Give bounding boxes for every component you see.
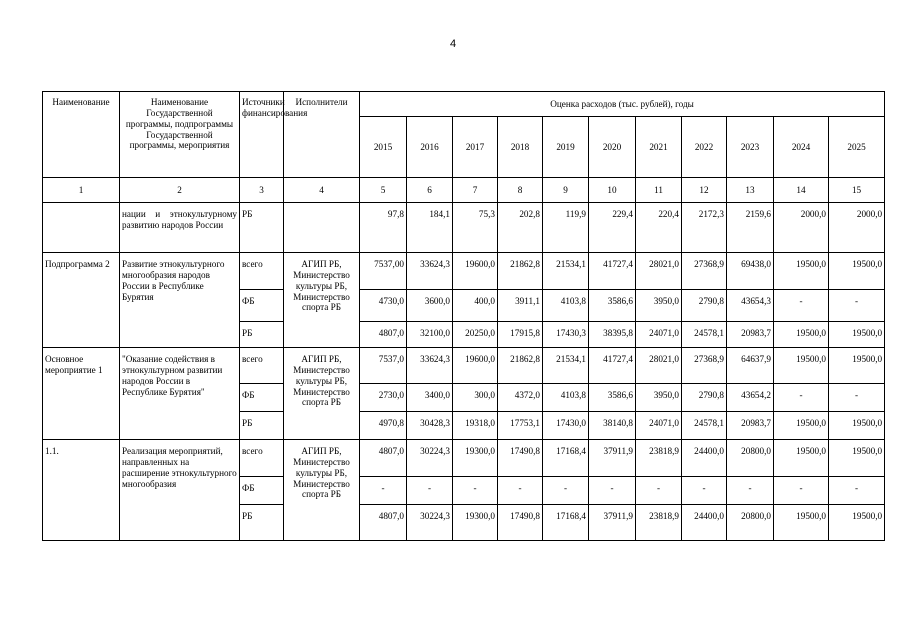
- column-number: 8: [498, 178, 543, 203]
- expense-value: 37911,9: [589, 440, 636, 477]
- expense-value: 38395,8: [589, 322, 636, 348]
- expense-value: 7537,0: [360, 348, 407, 384]
- expense-value: 119,9: [543, 203, 589, 253]
- expense-value: 400,0: [453, 290, 498, 322]
- header-executors: Исполнители: [284, 92, 360, 178]
- column-number: 5: [360, 178, 407, 203]
- row-program-title: нации и этнокультурному развитию народов России: [120, 203, 240, 253]
- expense-value: 184,1: [407, 203, 453, 253]
- expense-value: 23818,9: [636, 440, 682, 477]
- expense-value: 20983,7: [727, 412, 774, 440]
- expense-value: -: [774, 384, 829, 412]
- expense-value: 19500,0: [774, 348, 829, 384]
- expense-value: 32100,0: [407, 322, 453, 348]
- expense-value: 24071,0: [636, 412, 682, 440]
- column-number: 4: [284, 178, 360, 203]
- column-numbers-row: [43, 178, 885, 203]
- expense-value: 3911,1: [498, 290, 543, 322]
- expense-value: 4807,0: [360, 505, 407, 541]
- expense-value: 4807,0: [360, 322, 407, 348]
- header-year: 2022: [682, 117, 727, 178]
- expense-value: 30224,3: [407, 440, 453, 477]
- header-program: Наименование Государственной программы, подпрограммы Государственной программы, мероприятия: [120, 92, 240, 178]
- expense-value: 20800,0: [727, 505, 774, 541]
- column-number: 1: [43, 178, 120, 203]
- expense-value: 97,8: [360, 203, 407, 253]
- expense-value: -: [727, 477, 774, 505]
- expense-value: 24400,0: [682, 440, 727, 477]
- expense-value: 75,3: [453, 203, 498, 253]
- expense-value: 19500,0: [829, 505, 885, 541]
- column-number: 10: [589, 178, 636, 203]
- expense-value: 24400,0: [682, 505, 727, 541]
- row-name: [43, 203, 120, 253]
- expense-value: 24071,0: [636, 322, 682, 348]
- expense-value: -: [589, 477, 636, 505]
- expense-value: -: [682, 477, 727, 505]
- expense-value: -: [774, 477, 829, 505]
- expense-value: 19300,0: [453, 440, 498, 477]
- expense-value: -: [829, 477, 885, 505]
- expense-value: 21534,1: [543, 253, 589, 290]
- header-year: 2021: [636, 117, 682, 178]
- expense-value: -: [453, 477, 498, 505]
- row-program-title: "Оказание содействия в этнокультурном развитии народов России в Республике Бурятия": [120, 348, 240, 440]
- funding-source: всего: [240, 253, 284, 290]
- expense-value: 33624,3: [407, 348, 453, 384]
- header-year: 2019: [543, 117, 589, 178]
- expense-value: 20800,0: [727, 440, 774, 477]
- expense-value: 2000,0: [774, 203, 829, 253]
- row-program-title: Реализация мероприятий, направленных на расширение этнокультурного многообразия: [120, 440, 240, 541]
- expense-value: 3400,0: [407, 384, 453, 412]
- expense-value: 19300,0: [453, 505, 498, 541]
- expense-value: 30428,3: [407, 412, 453, 440]
- expense-value: 4807,0: [360, 440, 407, 477]
- expense-value: 43654,3: [727, 290, 774, 322]
- column-number: 2: [120, 178, 240, 203]
- table-row: [43, 203, 885, 253]
- expense-value: 19500,0: [774, 253, 829, 290]
- row-name: Основное мероприятие 1: [43, 348, 120, 440]
- expense-value: -: [498, 477, 543, 505]
- funding-source: ФБ: [240, 384, 284, 412]
- column-number: 11: [636, 178, 682, 203]
- expense-value: 17430,3: [543, 322, 589, 348]
- expense-value: 21862,8: [498, 348, 543, 384]
- expense-value: 202,8: [498, 203, 543, 253]
- header-year: 2020: [589, 117, 636, 178]
- expense-value: 17490,8: [498, 440, 543, 477]
- expense-value: 2790,8: [682, 384, 727, 412]
- expense-value: 23818,9: [636, 505, 682, 541]
- expense-value: 2790,8: [682, 290, 727, 322]
- expense-value: 19500,0: [774, 440, 829, 477]
- column-number: 3: [240, 178, 284, 203]
- expense-value: 7537,00: [360, 253, 407, 290]
- table-row: [43, 348, 885, 384]
- expense-value: 2159,6: [727, 203, 774, 253]
- expense-value: 4730,0: [360, 290, 407, 322]
- expense-value: 17430,0: [543, 412, 589, 440]
- table-header: [43, 92, 885, 203]
- expense-value: 19500,0: [829, 253, 885, 290]
- column-number: 12: [682, 178, 727, 203]
- column-number: 14: [774, 178, 829, 203]
- column-number: 6: [407, 178, 453, 203]
- funding-source: всего: [240, 348, 284, 384]
- expense-value: -: [829, 384, 885, 412]
- header-year: 2017: [453, 117, 498, 178]
- table-row: [43, 253, 885, 290]
- expense-value: 19500,0: [829, 322, 885, 348]
- row-name: 1.1.: [43, 440, 120, 541]
- row-executors: АГИП РБ, Министерство культуры РБ, Министерство спорта РБ: [284, 348, 360, 440]
- expense-value: 229,4: [589, 203, 636, 253]
- expense-value: 3950,0: [636, 384, 682, 412]
- expense-value: 19500,0: [774, 505, 829, 541]
- expense-value: -: [774, 290, 829, 322]
- header-year: 2016: [407, 117, 453, 178]
- expense-value: 69438,0: [727, 253, 774, 290]
- expense-value: 3586,6: [589, 290, 636, 322]
- header-year: 2023: [727, 117, 774, 178]
- expense-value: 3600,0: [407, 290, 453, 322]
- expense-value: 19500,0: [829, 440, 885, 477]
- header-estimate: Оценка расходов (тыс. рублей), годы: [360, 92, 885, 117]
- expense-value: 220,4: [636, 203, 682, 253]
- expense-value: 19318,0: [453, 412, 498, 440]
- expense-value: 19500,0: [829, 348, 885, 384]
- column-number: 13: [727, 178, 774, 203]
- expense-value: 17490,8: [498, 505, 543, 541]
- funding-source: РБ: [240, 412, 284, 440]
- expense-value: 19500,0: [774, 322, 829, 348]
- header-year: 2025: [829, 117, 885, 178]
- column-number: 9: [543, 178, 589, 203]
- expense-value: 64637,9: [727, 348, 774, 384]
- expense-value: 24578,1: [682, 322, 727, 348]
- expense-value: 17915,8: [498, 322, 543, 348]
- expense-value: 28021,0: [636, 348, 682, 384]
- expense-value: -: [543, 477, 589, 505]
- expense-value: 19500,0: [774, 412, 829, 440]
- expense-value: 4103,8: [543, 384, 589, 412]
- expense-value: 19600,0: [453, 348, 498, 384]
- header-year: 2015: [360, 117, 407, 178]
- expense-value: 38140,8: [589, 412, 636, 440]
- expense-value: 21534,1: [543, 348, 589, 384]
- table-body: [43, 203, 885, 541]
- expense-value: 33624,3: [407, 253, 453, 290]
- row-executors: [284, 203, 360, 253]
- page-number: 4: [449, 38, 457, 50]
- expense-value: 28021,0: [636, 253, 682, 290]
- expense-value: 17168,4: [543, 440, 589, 477]
- column-number: 15: [829, 178, 885, 203]
- funding-source: ФБ: [240, 290, 284, 322]
- expense-value: 41727,4: [589, 253, 636, 290]
- row-executors: АГИП РБ, Министерство культуры РБ, Министерство спорта РБ: [284, 440, 360, 541]
- header-source: Источники финансирования: [240, 92, 284, 178]
- row-name: Подпрограмма 2: [43, 253, 120, 348]
- expense-value: 2730,0: [360, 384, 407, 412]
- header-name: Наименование: [43, 92, 120, 178]
- expense-value: 4372,0: [498, 384, 543, 412]
- expense-value: 19600,0: [453, 253, 498, 290]
- header-year: 2024: [774, 117, 829, 178]
- expense-value: 24578,1: [682, 412, 727, 440]
- funding-source: ФБ: [240, 477, 284, 505]
- expense-value: 21862,8: [498, 253, 543, 290]
- expense-value: 27368,9: [682, 348, 727, 384]
- expense-value: -: [360, 477, 407, 505]
- expense-value: 30224,3: [407, 505, 453, 541]
- column-number: 7: [453, 178, 498, 203]
- expense-value: 2172,3: [682, 203, 727, 253]
- expense-value: 20983,7: [727, 322, 774, 348]
- table-row: [43, 440, 885, 477]
- expense-value: 20250,0: [453, 322, 498, 348]
- expense-value: 41727,4: [589, 348, 636, 384]
- expense-value: 2000,0: [829, 203, 885, 253]
- expense-value: 27368,9: [682, 253, 727, 290]
- funding-source: всего: [240, 440, 284, 477]
- expense-value: 17753,1: [498, 412, 543, 440]
- expense-value: -: [636, 477, 682, 505]
- header-year: 2018: [498, 117, 543, 178]
- expense-value: 37911,9: [589, 505, 636, 541]
- funding-source: РБ: [240, 505, 284, 541]
- row-program-title: Развитие этнокультурного многообразия народов России в Республике Бурятия: [120, 253, 240, 348]
- funding-source: РБ: [240, 322, 284, 348]
- budget-table: [42, 91, 885, 541]
- expense-value: 3950,0: [636, 290, 682, 322]
- expense-value: 19500,0: [829, 412, 885, 440]
- expense-value: 300,0: [453, 384, 498, 412]
- expense-value: 17168,4: [543, 505, 589, 541]
- expense-value: -: [829, 290, 885, 322]
- funding-source: РБ: [240, 203, 284, 253]
- expense-value: 4103,8: [543, 290, 589, 322]
- expense-value: 4970,8: [360, 412, 407, 440]
- expense-value: -: [407, 477, 453, 505]
- expense-value: 3586,6: [589, 384, 636, 412]
- expense-value: 43654,2: [727, 384, 774, 412]
- row-executors: АГИП РБ, Министерство культуры РБ, Министерство спорта РБ: [284, 253, 360, 348]
